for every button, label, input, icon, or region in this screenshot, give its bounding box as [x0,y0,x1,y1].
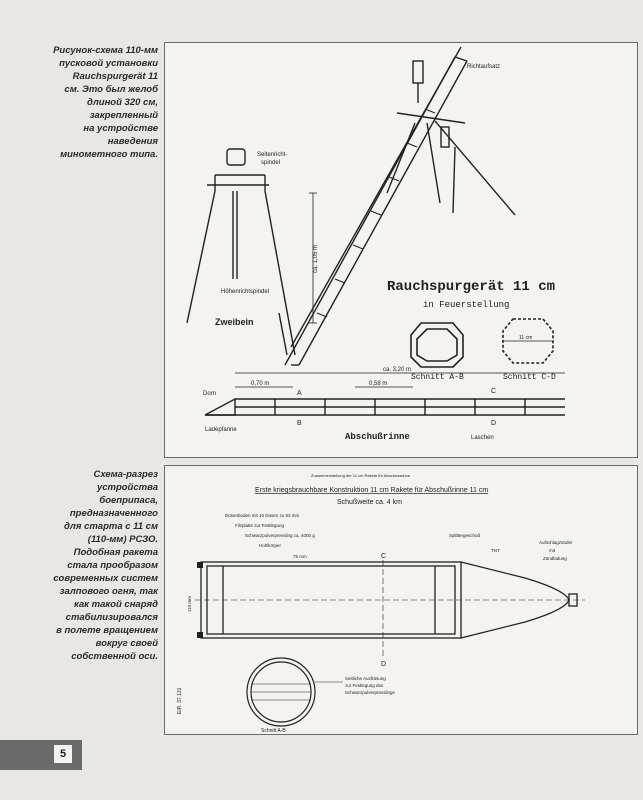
rocket-title: Erste kriegsbrauchbare Konstruktion 11 cm Rakete für Abschußrinne 11 cm [255,487,489,494]
label-seitenricht-1: Seitenricht- [257,152,288,158]
label-schwarzpulver: Schwarzpulverpressling ca. 4000 g [245,533,315,538]
label-schnitt-cd: Schnitt C-D [503,373,556,382]
label-aufschlag-3: Zündladung [543,556,567,561]
label-richtaufsatz: Richtaufsatz [467,64,501,70]
label-abschussrinne: Abschußrinne [345,432,410,442]
label-splittergeschoss: Splittergeschoß [449,533,481,538]
label-aufschlag-2: mit [549,548,555,553]
launch-rail [285,47,467,365]
label-diameter: 110 mm [187,596,192,612]
label-rocket-schnitt-ab: Schnitt A-B [261,728,286,734]
rocket-caption: Схема-разрез устройства боеприпаса, предназначенного для старта с 11 см (110-мм) РСЗО. Подобная ракета стала прообразом современных систем залпового огня, так как такой снаряд стабилизировался в полете вращением вокруг своей собственной оси. [53,469,158,662]
label-duesen: Düsenboden mit 16 Düsen zu 53 mm [225,513,300,518]
label-tnt: TNT [491,548,500,553]
launcher-drawing [165,43,637,457]
label-bohrung-1: Seitliche Ausfräsung [345,676,386,681]
label-hoehenrichtspindel: Höhenrichtspindel [221,289,270,295]
rocket-drawing-frame [164,465,638,735]
label-ladepfanne: Ladepfanne [205,427,237,433]
label-total-length: ca. 3,20 m [383,367,412,373]
page-number: 5 [54,745,72,763]
rocket-header-small: Zusammenstellung der 11 cm Rakete für Abschussrinne [311,473,411,478]
mark-b: B [297,420,302,427]
label-hohlkoerper: Hohlkörper [259,543,282,548]
label-bohrung-2: zur Festlegung des [345,683,384,688]
label-aufschlag-1: Aufschlagzünder [539,540,573,545]
label-schnitt-ab: Schnitt A-B [411,373,464,382]
mark-a: A [297,390,302,397]
label-11cm: 11 cm [519,335,533,341]
rocket-section-ab [247,658,343,726]
rear-mount [387,61,515,215]
label-seitenricht-2: spindel [261,160,281,166]
label-zweibein: Zweibein [215,317,254,327]
section-cd [503,319,553,363]
mark-c: C [381,553,387,560]
launcher-caption: Рисунок-схема 110-мм пусковой установки Rauchspurgerät 11 см. Это был желоб длиной 320 см, закрепленный на устройстве наведения минометного типа. [53,45,158,160]
mark-c: C [491,388,497,395]
mark-d: D [381,661,387,668]
label-height: ca. 1,05 m [313,244,319,273]
rocket-drawing [165,466,637,734]
label-laschen: Laschen [471,435,494,441]
launcher-drawing-frame [164,42,638,458]
label-bohrung-3: Schwarzpulverpresslings [345,690,395,695]
mark-d: D [491,420,497,427]
launcher-subtitle: in Feuerstellung [423,300,510,310]
label-070: 0,70 m [251,381,270,387]
side-reference: EIR. 37.131 [177,687,183,714]
horizontal-trough [205,399,565,415]
launcher-title: Rauchspurgerät 11 cm [387,279,556,295]
label-filzplatte: Filzplatte zur Festlegung [235,523,285,528]
label-length: 75 mm [293,554,307,559]
rocket-subtitle: Schußweite ca. 4 km [337,499,402,506]
label-058: 0,58 m [369,381,388,387]
label-dorn: Dorn [203,391,217,397]
rocket-body [195,562,585,638]
section-ab [411,323,463,367]
